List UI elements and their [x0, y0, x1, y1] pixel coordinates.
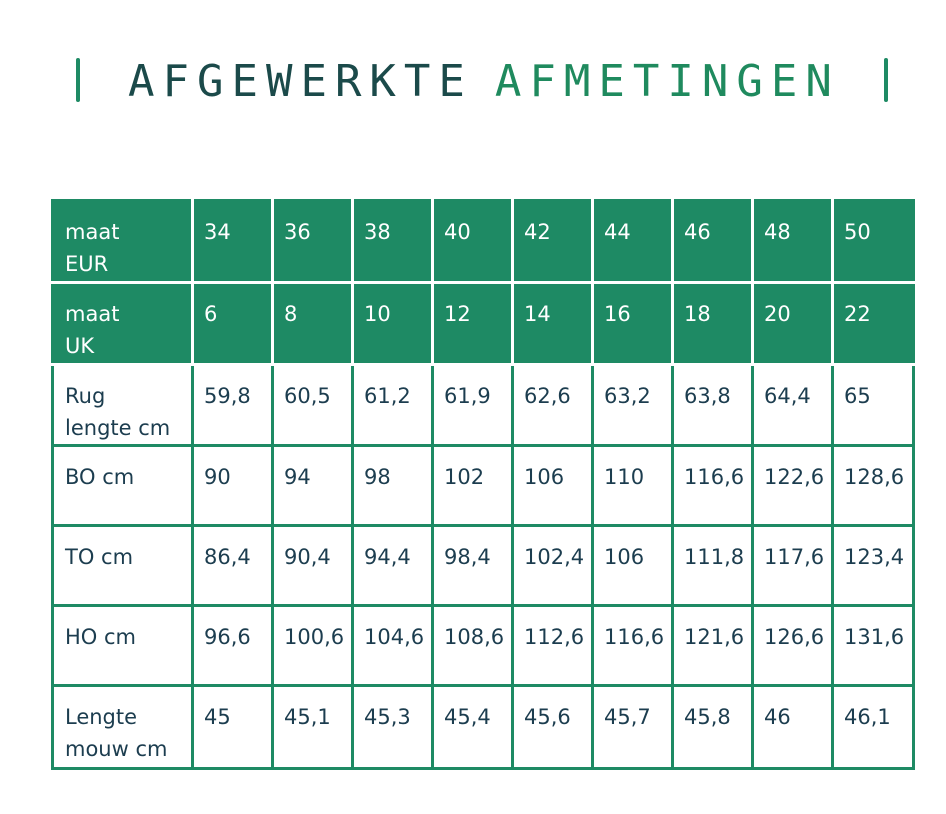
measurement-cell: 111,8	[673, 526, 753, 606]
measurement-cell: 100,6	[273, 606, 353, 686]
measurement-cell: 64,4	[753, 365, 833, 446]
measurement-cell: 104,6	[353, 606, 433, 686]
measurement-cell: 116,6	[673, 446, 753, 526]
table-row	[53, 365, 914, 446]
measurement-cell: 106	[593, 526, 673, 606]
measurement-cell: 63,2	[593, 365, 673, 446]
size-header-cell: 10	[353, 283, 433, 365]
title-block	[0, 52, 946, 112]
size-header-cell: 42	[513, 201, 593, 283]
row-label-line: EUR	[65, 252, 109, 276]
measurement-cell: 131,6	[833, 606, 914, 686]
row-label-line: maat	[65, 220, 120, 244]
table-row	[53, 606, 914, 686]
size-header-cell: 14	[513, 283, 593, 365]
measurement-cell: 126,6	[753, 606, 833, 686]
measurement-cell: 46,1	[833, 686, 914, 769]
measurement-cell: 94,4	[353, 526, 433, 606]
measurement-cell: 96,6	[193, 606, 273, 686]
size-header-cell: 6	[193, 283, 273, 365]
title-word-2: AFMETINGEN	[494, 56, 840, 107]
row-label-cell	[53, 686, 193, 769]
measurement-cell: 94	[273, 446, 353, 526]
measurement-cell: 110	[593, 446, 673, 526]
measurement-cell: 45,1	[273, 686, 353, 769]
measurement-cell: 45	[193, 686, 273, 769]
measurement-cell: 102,4	[513, 526, 593, 606]
size-header-cell: 40	[433, 201, 513, 283]
row-label-line: mouw cm	[65, 737, 168, 761]
size-table	[51, 199, 915, 770]
measurement-cell: 122,6	[753, 446, 833, 526]
size-header-cell: 38	[353, 201, 433, 283]
table-row	[53, 446, 914, 526]
size-header-cell: 50	[833, 201, 914, 283]
table-row	[53, 686, 914, 769]
row-label-line: Lengte	[65, 705, 138, 729]
measurement-cell: 121,6	[673, 606, 753, 686]
row-label-cell	[53, 201, 193, 283]
measurement-cell: 123,4	[833, 526, 914, 606]
measurement-cell: 63,8	[673, 365, 753, 446]
measurement-cell: 45,4	[433, 686, 513, 769]
measurement-cell: 61,9	[433, 365, 513, 446]
title-right-bar	[884, 58, 888, 102]
measurement-cell: 116,6	[593, 606, 673, 686]
size-header-cell: 44	[593, 201, 673, 283]
measurement-cell: 61,2	[353, 365, 433, 446]
size-header-cell: 36	[273, 201, 353, 283]
size-header-cell: 12	[433, 283, 513, 365]
row-label-line: lengte cm	[65, 416, 171, 440]
table-row	[53, 526, 914, 606]
measurement-cell: 106	[513, 446, 593, 526]
title-left-bar	[76, 58, 80, 102]
measurement-cell: 45,7	[593, 686, 673, 769]
size-header-cell: 8	[273, 283, 353, 365]
size-header-cell: 20	[753, 283, 833, 365]
measurement-cell: 98	[353, 446, 433, 526]
row-label-line: maat	[65, 302, 120, 326]
row-label-cell	[53, 283, 193, 365]
size-header-cell: 18	[673, 283, 753, 365]
page-title	[128, 52, 838, 112]
row-label-line: Rug	[65, 384, 106, 408]
header-row	[53, 201, 914, 283]
row-label-line: BO cm	[65, 465, 135, 489]
row-label-line: HO cm	[65, 625, 136, 649]
row-label-cell	[53, 446, 193, 526]
size-header-cell: 22	[833, 283, 914, 365]
row-label-cell	[53, 365, 193, 446]
measurement-cell: 128,6	[833, 446, 914, 526]
measurement-cell: 45,6	[513, 686, 593, 769]
measurement-cell: 117,6	[753, 526, 833, 606]
measurement-cell: 45,3	[353, 686, 433, 769]
title-word-1: AFGEWERKTE	[128, 56, 473, 107]
row-label-cell	[53, 606, 193, 686]
row-label-line: TO cm	[65, 545, 134, 569]
row-label-line: UK	[65, 334, 95, 358]
measurement-cell: 86,4	[193, 526, 273, 606]
row-label-cell	[53, 526, 193, 606]
measurement-cell: 98,4	[433, 526, 513, 606]
size-header-cell: 16	[593, 283, 673, 365]
measurement-cell: 59,8	[193, 365, 273, 446]
measurement-cell: 102	[433, 446, 513, 526]
measurement-cell: 65	[833, 365, 914, 446]
size-header-cell: 46	[673, 201, 753, 283]
measurement-cell: 45,8	[673, 686, 753, 769]
size-header-cell: 34	[193, 201, 273, 283]
measurement-cell: 60,5	[273, 365, 353, 446]
measurement-cell: 112,6	[513, 606, 593, 686]
header-row	[53, 283, 914, 365]
measurement-cell: 46	[753, 686, 833, 769]
measurement-cell: 90	[193, 446, 273, 526]
measurement-cell: 90,4	[273, 526, 353, 606]
size-header-cell: 48	[753, 201, 833, 283]
measurement-cell: 108,6	[433, 606, 513, 686]
measurement-cell: 62,6	[513, 365, 593, 446]
